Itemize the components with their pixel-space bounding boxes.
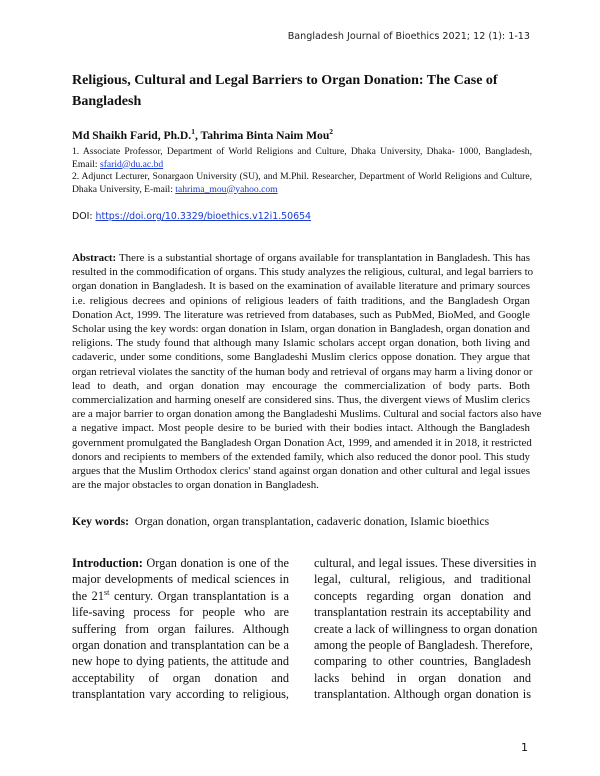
body-text: Organ donation is one of the bbox=[142, 556, 289, 570]
affiliation-1 bbox=[72, 146, 532, 171]
body-text: organ donation and transplantation can be a bbox=[72, 638, 289, 653]
abstract-line-text: lead to death, and organ donation may encourage the commercialization of body parts. Both bbox=[72, 379, 530, 392]
body-text: legal, cultural, religious, and traditional bbox=[314, 572, 531, 587]
body-column-right bbox=[314, 555, 538, 703]
body-text: new hope to dying patients, the attitude and bbox=[72, 654, 289, 669]
body-line bbox=[72, 621, 289, 637]
abstract-line-text: donors and recipients to members of the extended family, which also reduced the donor pool. This study bbox=[72, 450, 530, 463]
affiliation-text: 1. Associate Professor, Department of World Religions and Culture, Dhaka University, Dhaka- 1000, Bangladesh, Email: bbox=[72, 146, 532, 170]
body-text: transplantation. Although organ donation is bbox=[314, 687, 531, 702]
body-text: cultural, and legal issues. These diversities in bbox=[314, 556, 537, 570]
email-link[interactable]: tahrima_mou@yahoo.com bbox=[175, 183, 278, 195]
body-line bbox=[314, 555, 537, 571]
body-line bbox=[72, 555, 289, 571]
body-line bbox=[314, 686, 531, 702]
body-text: the 21 bbox=[72, 588, 104, 603]
author-list bbox=[72, 129, 333, 142]
abstract-label: Abstract: bbox=[72, 252, 117, 264]
body-line bbox=[314, 637, 531, 653]
abstract-line-text: government promulgated the Bangladesh Organ Donation Act, 1999, and amended it in 2018, it restricted bbox=[72, 436, 532, 449]
abstract-line-text: are a major barrier to organ donation among the Bangladeshi Muslims. Cultural and social factors also have bbox=[72, 408, 542, 421]
abstract-line bbox=[72, 251, 530, 265]
doi-link[interactable]: https://doi.org/10.3329/bioethics.v12i1.50654 bbox=[95, 211, 312, 222]
abstract-line bbox=[72, 379, 530, 393]
abstract-line-text: organ retrieval violates the sanctity of the human body and retrieval of organs may harm a living donor or bbox=[72, 365, 533, 378]
ordinal-superscript: st bbox=[103, 587, 110, 597]
abstract-line bbox=[72, 393, 530, 407]
abstract-line bbox=[72, 407, 542, 421]
keywords bbox=[72, 515, 489, 528]
doi-label: DOI: bbox=[72, 211, 96, 222]
abstract-line-text: religions. The study found that although many Islamic scholars accept organ donation, both living and bbox=[72, 337, 530, 350]
body-text: comparing to other countries, Bangladesh bbox=[314, 654, 531, 669]
paper-title: Religious, Cultural and Legal Barriers to Organ Donation: The Case of Bangladesh bbox=[72, 73, 498, 109]
abstract-line bbox=[72, 478, 530, 492]
abstract-line-text: a negative impact. Most people desire to be buried with their bodies intact. Although the Bangladesh bbox=[72, 422, 530, 435]
body-line bbox=[72, 604, 289, 620]
abstract-line-text: Donation Act, 1999. The literature was retrieved from databases, such as PubMed, BioMed, and Google bbox=[72, 308, 530, 321]
body-line bbox=[72, 588, 289, 604]
abstract-line bbox=[72, 421, 530, 435]
body-line bbox=[314, 670, 531, 686]
body-line bbox=[314, 653, 531, 669]
body-line bbox=[72, 637, 289, 653]
abstract-line bbox=[72, 365, 533, 379]
body-line bbox=[72, 653, 289, 669]
body-text: concepts regarding organ donation and bbox=[314, 588, 531, 603]
abstract-line-text: There is a substantial shortage of organs available for transplantation in Bangladesh. This has bbox=[116, 252, 530, 264]
abstract-line-text: Scholar using the key words: organ donation in Islam, organ donation in Bangladesh, organ donation and bbox=[72, 323, 530, 336]
body-text: transplantation vary according to religious, bbox=[72, 687, 289, 702]
abstract-line bbox=[72, 308, 530, 322]
author-name: Tahrima Binta Naim Mou bbox=[200, 129, 330, 142]
keywords-label: Key words: bbox=[72, 515, 129, 528]
abstract-line-text: are the major obstacles to organ donation in Bangladesh. bbox=[72, 479, 319, 492]
body-text: create a lack of willingness to organ donation bbox=[314, 621, 538, 636]
body-line bbox=[314, 621, 538, 637]
author-affiliation-marker: 2 bbox=[329, 127, 334, 137]
body-line bbox=[314, 571, 531, 587]
running-header: Bangladesh Journal of Bioethics 2021; 12 (1): 1-13 bbox=[287, 31, 530, 42]
abstract-line bbox=[72, 464, 530, 478]
email-link[interactable]: sfarid@du.ac.bd bbox=[99, 158, 164, 170]
abstract-line bbox=[72, 279, 530, 293]
body-line bbox=[314, 604, 531, 620]
abstract bbox=[72, 251, 542, 492]
abstract-line bbox=[72, 450, 530, 464]
abstract-line bbox=[72, 350, 530, 364]
body-text: life-saving process for people who are bbox=[72, 605, 289, 620]
abstract-line-text: organ donation in Bangladesh. It is based on the examination of available literature and primary sources bbox=[72, 280, 530, 293]
author-name: Md Shaikh Farid, Ph.D. bbox=[72, 129, 192, 142]
affiliation-text: 2. Adjunct Lecturer, Sonargaon University (SU), and M.Phil. Researcher, Department of World Religions and Culture, Dhaka University, E-mail: bbox=[72, 171, 532, 195]
abstract-line-text: argues that the Muslim Orthodox clerics' stand against organ donation and other cultural and legal issues bbox=[72, 465, 530, 478]
abstract-line-text: commercialization and harming oneself are considered sins. Thus, the divergent views of Muslim clerics bbox=[72, 394, 530, 407]
abstract-line-text: cadaveric, under some conditions, some Bangladeshi Muslim clerics oppose donation. They argue that bbox=[72, 351, 530, 364]
body-text: among the people of Bangladesh. Therefore, bbox=[314, 638, 533, 653]
body-line bbox=[72, 571, 289, 587]
doi bbox=[72, 211, 311, 222]
abstract-line bbox=[72, 336, 530, 350]
affiliation-2 bbox=[72, 171, 532, 196]
abstract-line bbox=[72, 322, 530, 336]
body-text: suffering from organ failures. Although bbox=[72, 621, 289, 636]
body-line bbox=[314, 588, 531, 604]
author-affiliation-marker: 1 bbox=[191, 127, 195, 137]
body-text: transplantation restrain its acceptability and bbox=[314, 605, 531, 620]
abstract-line bbox=[72, 294, 530, 308]
keywords-text: Organ donation, organ transplantation, cadaveric donation, Islamic bioethics bbox=[129, 515, 490, 528]
body-text: acceptability of organ donation and bbox=[72, 670, 289, 685]
page-number: 1 bbox=[521, 741, 528, 754]
body-text: major developments of medical sciences in bbox=[72, 572, 289, 587]
abstract-line bbox=[72, 265, 534, 279]
body-line bbox=[72, 670, 289, 686]
introduction-label: Introduction: bbox=[72, 556, 143, 570]
body-text: century. Organ transplantation is a bbox=[109, 588, 289, 603]
abstract-line-text: resulted in the commodification of organs. This study analyzes the religious, cultural, and legal barriers to bbox=[72, 266, 534, 279]
body-text: lacks behind in organ donation and bbox=[314, 670, 531, 685]
body-line bbox=[72, 686, 289, 702]
body-column-left bbox=[72, 555, 289, 703]
author-separator: , bbox=[194, 129, 201, 142]
abstract-line-text: i.e. religious decrees and opinions of religious leaders of faith traditions, and the Bangladesh Organ bbox=[72, 294, 530, 307]
abstract-line bbox=[72, 436, 530, 450]
